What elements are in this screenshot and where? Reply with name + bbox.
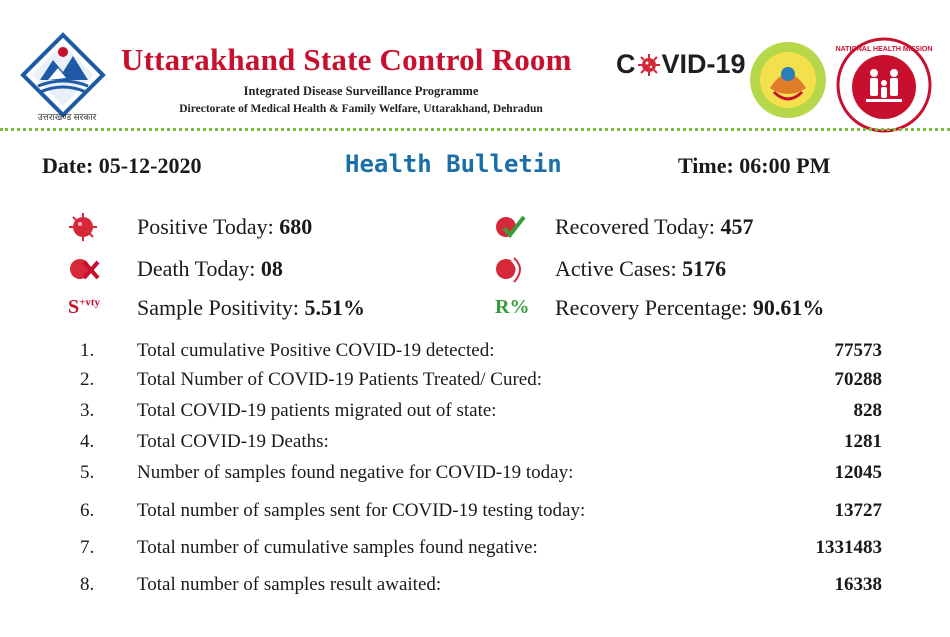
active-cases [555, 256, 726, 282]
nhm-logo-text: NATIONAL HEALTH MISSION [836, 46, 932, 53]
table-row [0, 462, 950, 492]
covid-label-left: C [616, 49, 636, 79]
row-label: Total number of samples result awaited: [137, 574, 442, 595]
recovery-percentage-value: 90.61% [752, 295, 825, 320]
recovery-percentage-icon: R% [495, 296, 530, 318]
row-number: 5. [80, 462, 95, 483]
active-cases-icon [492, 254, 526, 284]
positive-today [137, 214, 312, 240]
row-label: Total COVID-19 patients migrated out of state: [137, 400, 497, 421]
national-health-mission-logo-icon [836, 37, 932, 133]
recovery-percentage [555, 295, 824, 321]
sample-positivity [137, 295, 365, 321]
table-row [0, 340, 950, 370]
row-number: 7. [80, 537, 95, 558]
row-number: 3. [80, 400, 95, 421]
state-emblem-caption: उत्तराखण्ड सरकार [37, 112, 97, 122]
directorate-subtitle: Directorate of Medical Health & Family Welfare, Uttarakhand, Dehradun [179, 103, 543, 115]
virus-icon [637, 53, 661, 77]
active-cases-label: Active Cases: [555, 256, 677, 281]
row-label: Total number of samples sent for COVID-19 testing today: [137, 500, 586, 521]
row-number: 2. [80, 369, 95, 390]
positive-today-label: Positive Today: [137, 214, 274, 239]
row-value: 12045 [834, 462, 882, 483]
death-today [137, 256, 283, 282]
row-number: 6. [80, 500, 95, 521]
recovered-today-label: Recovered Today: [555, 214, 715, 239]
row-label: Total number of cumulative samples found negative: [137, 537, 538, 558]
table-row [0, 500, 950, 530]
table-row [0, 369, 950, 399]
positive-virus-icon [66, 212, 100, 242]
sample-positivity-value: 5.51% [304, 295, 365, 320]
row-label: Total Number of COVID-19 Patients Treated/ Cured: [137, 369, 543, 390]
health-department-logo-icon [748, 40, 828, 120]
row-value: 13727 [834, 500, 882, 521]
header-divider [0, 128, 950, 131]
row-value: 828 [853, 400, 882, 421]
recovery-percentage-label: Recovery Percentage: [555, 295, 748, 320]
table-row [0, 537, 950, 567]
table-row [0, 574, 950, 604]
recovered-today [555, 214, 753, 240]
recovered-check-icon [492, 212, 526, 242]
row-value: 1281 [844, 431, 882, 452]
uttarakhand-emblem-icon [18, 30, 108, 120]
row-value: 16338 [834, 574, 882, 595]
row-number: 8. [80, 574, 95, 595]
page-title: Uttarakhand State Control Room [121, 42, 572, 77]
row-value: 1331483 [815, 537, 882, 558]
table-row [0, 431, 950, 461]
recovered-today-value: 457 [720, 214, 754, 239]
row-number: 4. [80, 431, 95, 452]
row-value: 70288 [834, 369, 882, 390]
covid-label-right: VID-19 [661, 49, 746, 79]
bulletin-time: Time: 06:00 PM [678, 153, 831, 178]
death-today-value: 08 [260, 256, 283, 281]
sample-positivity-icon: $S^{+vty}$ [68, 296, 101, 318]
row-value: 77573 [834, 340, 882, 361]
active-cases-value: 5176 [682, 256, 727, 281]
row-label: Total cumulative Positive COVID-19 detected: [137, 340, 495, 361]
table-row [0, 400, 950, 430]
covid-19-logo [616, 49, 746, 80]
bulletin-heading: Health Bulletin [345, 150, 562, 178]
row-label: Number of samples found negative for COVID-19 today: [137, 462, 574, 483]
positive-today-value: 680 [279, 214, 313, 239]
death-cross-icon [66, 254, 100, 284]
row-label: Total COVID-19 Deaths: [137, 431, 329, 452]
sample-positivity-label: Sample Positivity: [137, 295, 299, 320]
row-number: 1. [80, 340, 95, 361]
bulletin-date: Date: 05-12-2020 [42, 153, 202, 178]
death-today-label: Death Today: [137, 256, 256, 281]
programme-subtitle: Integrated Disease Surveillance Programme [243, 84, 479, 98]
